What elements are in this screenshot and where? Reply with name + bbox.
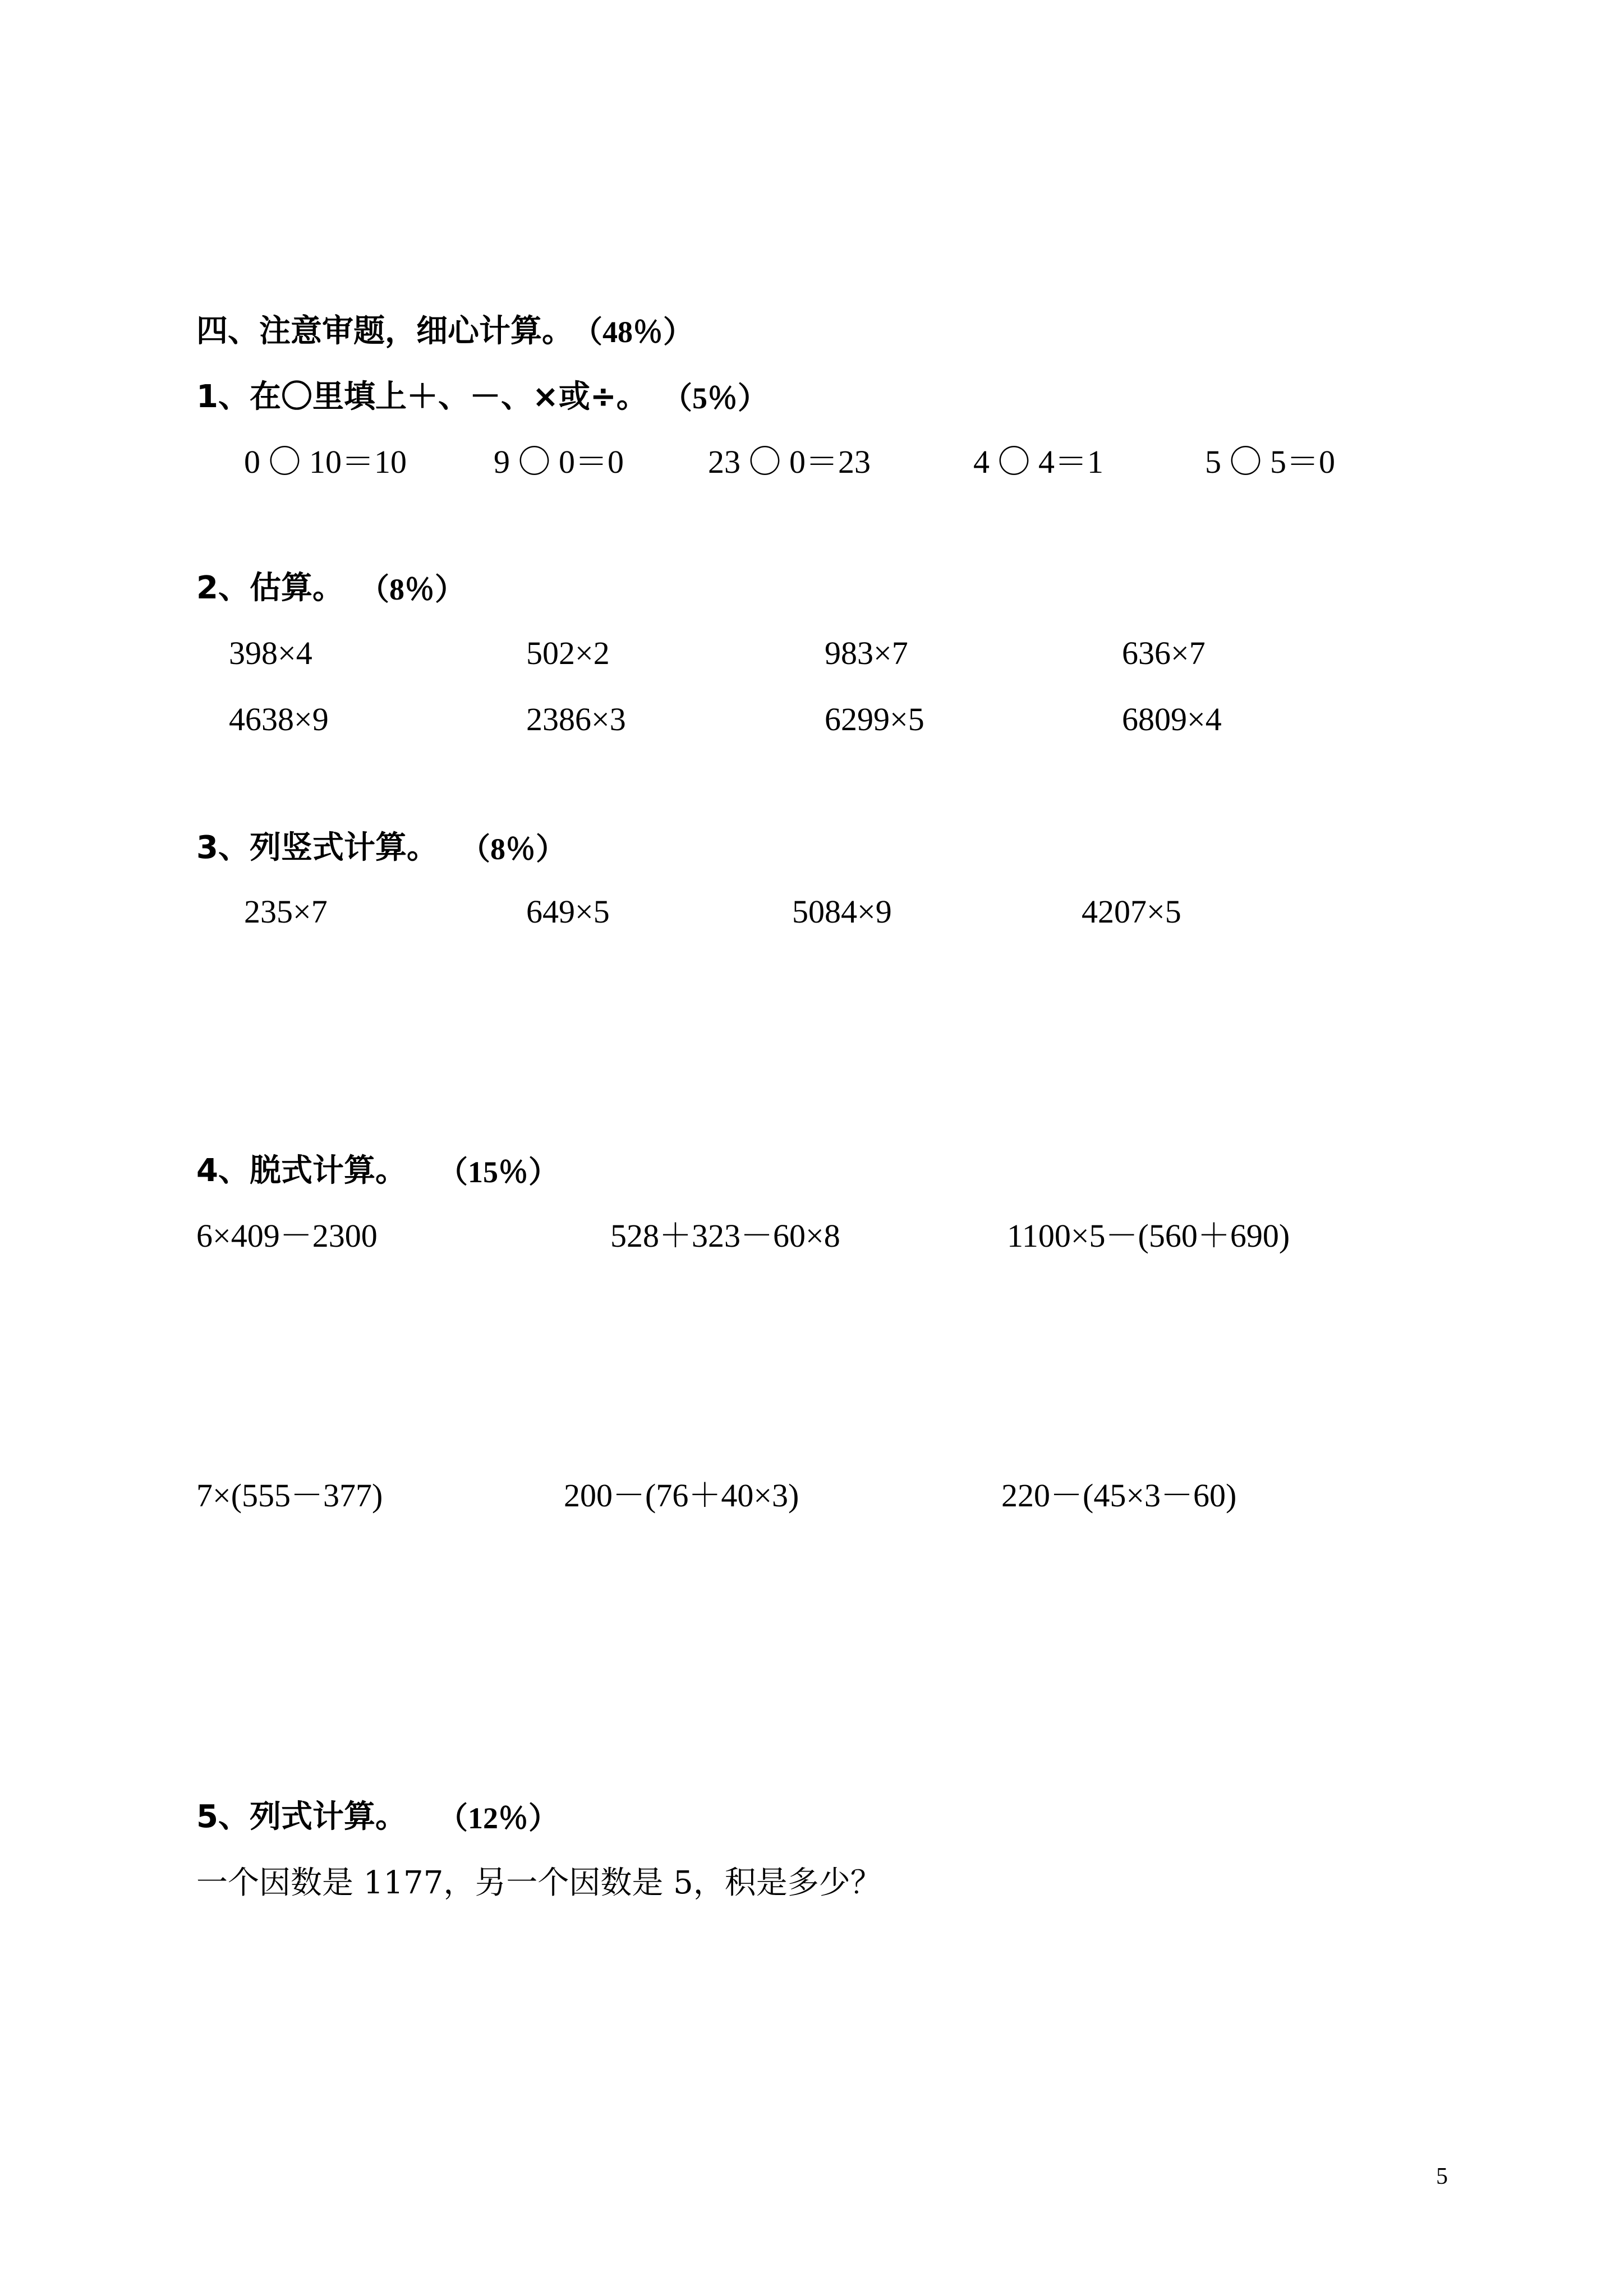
q5-percent: （12％）: [438, 1801, 559, 1835]
q2-item: 636×7: [1122, 635, 1206, 671]
q1-title: 1、在〇里填上＋、－、×或÷。: [196, 379, 648, 415]
q1-percent: （5％）: [662, 381, 768, 415]
q3-item: 235×7: [244, 893, 328, 930]
page-number: 5: [1436, 2164, 1448, 2189]
q4-percent: （15％）: [438, 1155, 559, 1189]
q1-item: 4 〇 4＝1: [973, 444, 1104, 480]
q2-item: 398×4: [229, 635, 312, 671]
q2-percent: （8％）: [359, 573, 465, 606]
q5-title: 5、列式计算。: [196, 1799, 407, 1835]
q5-question: 一个因数是 1177，另一个因数是 5，积是多少？: [196, 1865, 882, 1901]
q1-item: 0 〇 10＝10: [244, 444, 407, 480]
q2-item: 502×2: [526, 635, 610, 671]
q4-item: 7×(555－377): [196, 1477, 383, 1514]
q4-item: 200－(76＋40×3): [564, 1477, 799, 1514]
q4-title: 4、脱式计算。: [196, 1152, 407, 1189]
q1-item: 9 〇 0＝0: [494, 444, 624, 480]
q3-item: 5084×9: [792, 893, 892, 930]
q4-item: 220－(45×3－60): [1001, 1477, 1237, 1514]
q2-title: 2、估算。: [196, 570, 344, 606]
q2-item: 6299×5: [825, 701, 924, 737]
section-title: 四、注意审题，细心计算。: [196, 313, 573, 349]
q4-item: 528＋323－60×8: [610, 1218, 840, 1254]
q3-title: 3、列竖式计算。: [196, 829, 438, 866]
q1-item: 5 〇 5＝0: [1205, 444, 1336, 480]
section-percent: （48％）: [572, 315, 693, 349]
q4-item: 6×409－2300: [196, 1218, 378, 1254]
q2-item: 2386×3: [526, 701, 626, 737]
q4-item: 1100×5－(560＋690): [1007, 1218, 1290, 1254]
q3-item: 4207×5: [1082, 893, 1181, 930]
q2-item: 983×7: [825, 635, 908, 671]
q1-item: 23 〇 0＝23: [708, 444, 871, 480]
q3-item: 649×5: [526, 893, 610, 930]
q2-item: 6809×4: [1122, 701, 1222, 737]
q3-percent: （8％）: [460, 832, 566, 866]
q2-item: 4638×9: [229, 701, 329, 737]
